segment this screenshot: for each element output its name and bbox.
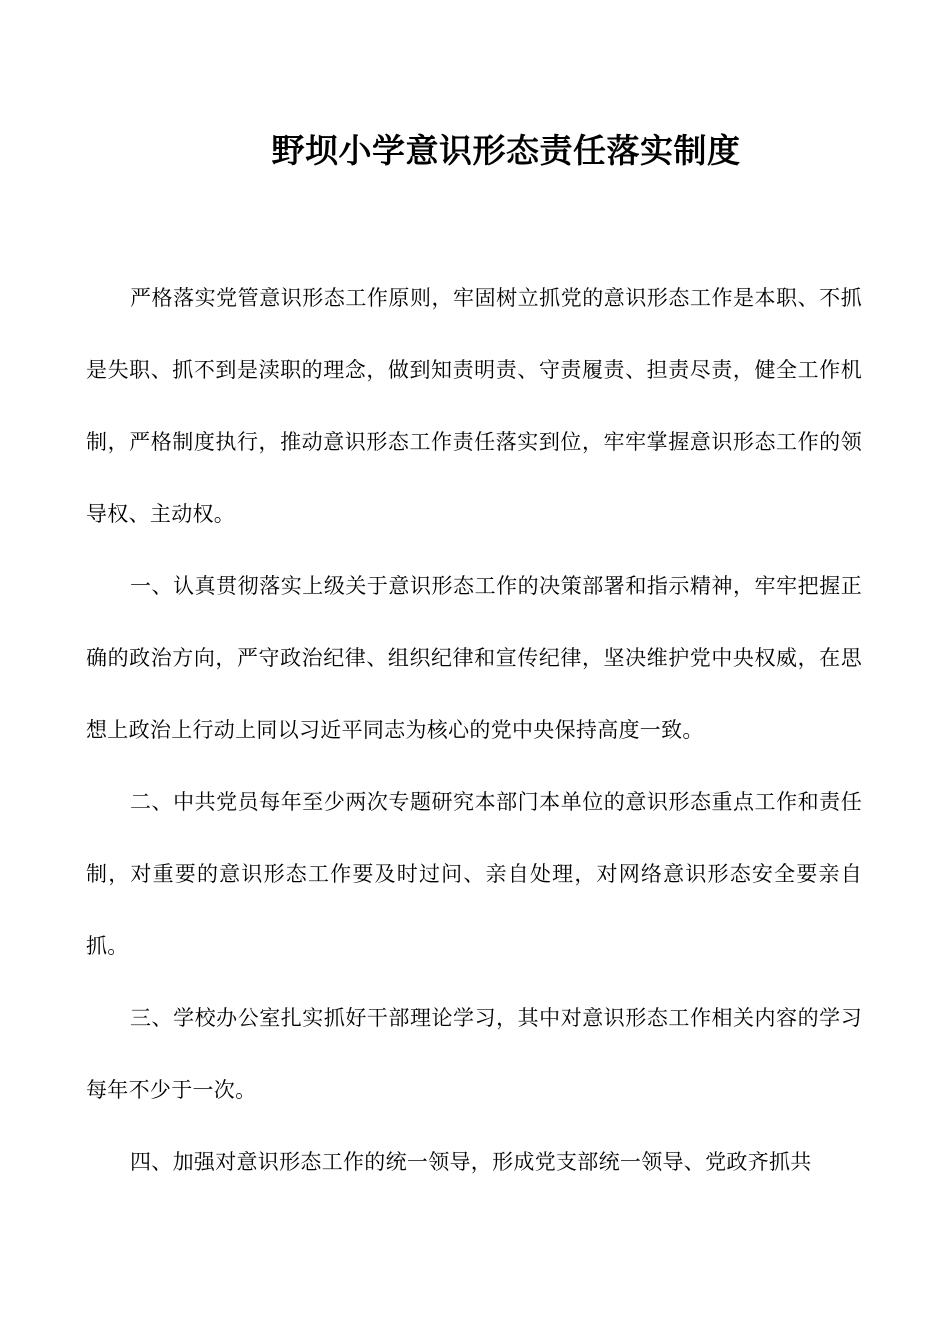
paragraph-item-2: 二、中共党员每年至少两次专题研究本部门本单位的意识形态重点工作和责任制，对重要的意识形态工作要及时过问、亲自处理，对网络意识形态安全要亲自抓。 xyxy=(86,790,862,958)
paragraph-intro: 严格落实党管意识形态工作原则，牢固树立抓党的意识形态工作是本职、不抓是失职、抓不到是渎职的理念，做到知责明责、守责履责、担责尽责，健全工作机制，严格制度执行，推动意识形态工作责任落实到位，牢牢掌握意识形态工作的领导权、主动权。 xyxy=(86,286,862,526)
document-body xyxy=(86,262,862,1198)
paragraph-item-1: 一、认真贯彻落实上级关于意识形态工作的决策部署和指示精神，牢牢把握正确的政治方向，严守政治纪律、组织纪律和宣传纪律，坚决维护党中央权威，在思想上政治上行动上同以习近平同志为核心的党中央保持高度一致。 xyxy=(86,574,862,742)
paragraph-item-4: 四、加强对意识形态工作的统一领导，形成党支部统一领导、党政齐抓共 xyxy=(130,1150,812,1174)
document-title: 野坝小学意识形态责任落实制度 xyxy=(271,131,741,170)
paragraph-item-3: 三、学校办公室扎实抓好干部理论学习，其中对意识形态工作相关内容的学习每年不少于一次。 xyxy=(86,1006,862,1102)
